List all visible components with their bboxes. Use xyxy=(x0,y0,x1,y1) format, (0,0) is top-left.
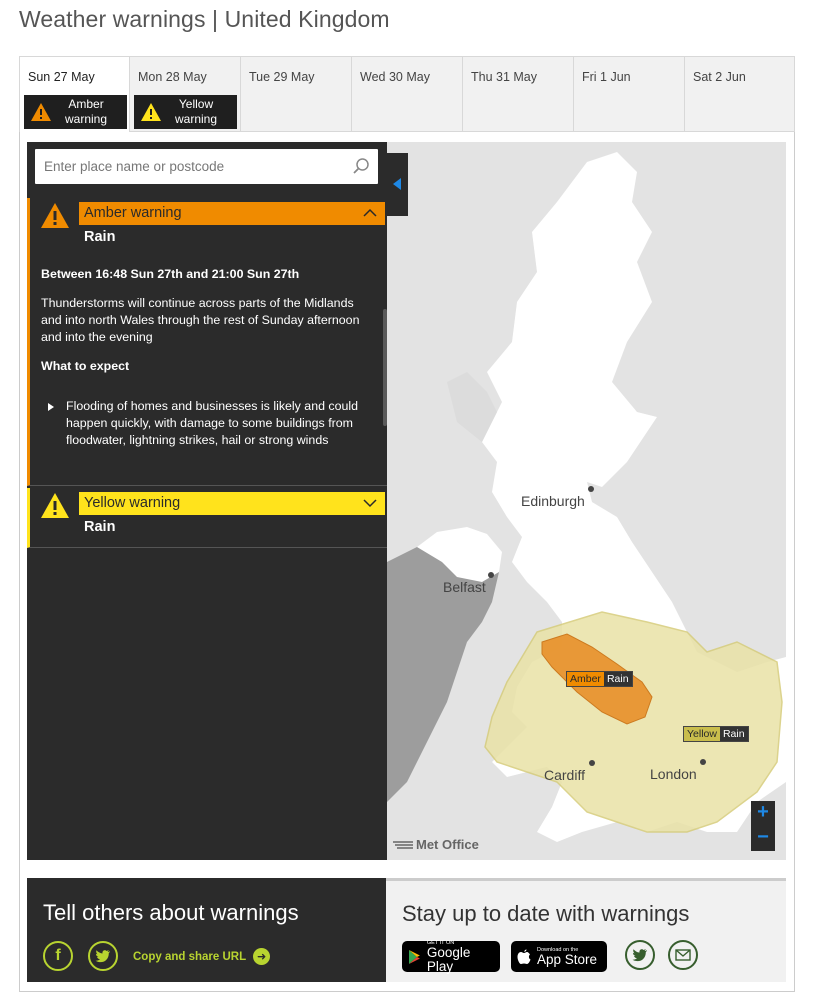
map-label-level: Yellow xyxy=(687,728,717,740)
tab-mon-28-may[interactable] xyxy=(130,56,241,132)
warning-triangle-icon xyxy=(40,492,70,519)
warning-triangle-icon xyxy=(40,202,70,229)
email-icon xyxy=(675,949,691,961)
tab-label: Sat 2 Jun xyxy=(693,70,746,84)
tab-label: Fri 1 Jun xyxy=(582,70,631,84)
email-subscribe-button[interactable] xyxy=(668,940,698,970)
chevron-up-icon xyxy=(363,208,377,218)
badge-text: Amber warning xyxy=(65,97,108,126)
met-office-logo: Met Office xyxy=(393,837,479,852)
day-tabs xyxy=(19,56,795,132)
met-office-icon xyxy=(393,840,413,850)
warning-description: Thunderstorms will continue across parts of the Midlands and into north Wales through the rest of Sunday afternoon and into the evening xyxy=(41,296,360,344)
london-marker[interactable] xyxy=(700,759,706,765)
twitter-icon xyxy=(632,948,648,962)
tab-tue-29-may[interactable] xyxy=(241,56,352,132)
amber-rain-map-label[interactable] xyxy=(566,671,633,687)
city-label-edinburgh: Edinburgh xyxy=(521,493,585,509)
tab-label: Mon 28 May xyxy=(138,70,207,84)
amber-warning-toggle[interactable] xyxy=(79,202,385,225)
tab-fri-1-jun[interactable] xyxy=(574,56,685,132)
amber-warning-section xyxy=(27,198,387,486)
google-play-icon xyxy=(408,949,422,965)
place-search xyxy=(35,149,378,184)
tab-label: Sun 27 May xyxy=(28,70,95,84)
warnings-panel xyxy=(27,142,387,860)
yellow-warning-section xyxy=(27,488,387,548)
expect-item: Flooding of homes and businesses is likely and could happen quickly, with damage to some buildings from floodwater, lightning strikes, hail or strong winds xyxy=(66,398,371,449)
tab-label: Thu 31 May xyxy=(471,70,538,84)
city-label-london: London xyxy=(650,766,697,782)
cardiff-marker[interactable] xyxy=(589,760,595,766)
search-input[interactable] xyxy=(44,159,344,174)
warning-triangle-icon xyxy=(30,102,52,122)
tab-sat-2-jun[interactable] xyxy=(685,56,795,132)
twitter-follow-button[interactable] xyxy=(625,940,655,970)
collapse-panel-button[interactable] xyxy=(387,153,408,216)
edinburgh-marker[interactable] xyxy=(588,486,594,492)
zoom-out-button[interactable]: − xyxy=(757,826,769,848)
tab-sun-27-may[interactable] xyxy=(19,56,130,133)
uk-map-graphic xyxy=(387,142,786,860)
tab-wed-30-may[interactable] xyxy=(352,56,463,132)
warning-level-label: Yellow warning xyxy=(84,495,181,511)
what-to-expect-heading: What to expect xyxy=(41,359,130,373)
map-label-type: Rain xyxy=(604,672,632,686)
warning-details xyxy=(41,266,371,449)
tab-thu-31-may[interactable] xyxy=(463,56,574,132)
zoom-controls xyxy=(751,801,775,851)
warning-type: Rain xyxy=(84,519,116,535)
share-title: Tell others about warnings xyxy=(43,900,299,925)
arrow-right-icon: ➜ xyxy=(253,948,270,965)
map-label-type: Rain xyxy=(720,727,748,741)
copy-url-button[interactable] xyxy=(133,948,270,965)
zoom-in-button[interactable]: + xyxy=(757,801,769,823)
yellow-warning-toggle[interactable] xyxy=(79,492,385,515)
app-promo-section xyxy=(386,878,786,982)
yellow-rain-map-label[interactable] xyxy=(683,726,749,742)
google-play-button[interactable]: GET IT ON Google Play xyxy=(402,941,500,972)
copy-url-label: Copy and share URL xyxy=(133,950,247,963)
app-store-button[interactable]: Download on the App Store xyxy=(511,941,607,972)
expect-list xyxy=(41,398,371,449)
tab-label: Wed 30 May xyxy=(360,70,430,84)
warning-triangle-icon xyxy=(140,102,162,122)
yellow-warning-badge xyxy=(134,95,237,129)
badge-text: Yellow warning xyxy=(175,97,218,126)
city-label-belfast: Belfast xyxy=(443,579,486,595)
arrow-left-icon xyxy=(393,178,401,190)
chevron-down-icon xyxy=(363,498,377,508)
facebook-icon: f xyxy=(55,947,61,964)
page-title: Weather warnings | United Kingdom xyxy=(19,6,390,32)
app-promo-title: Stay up to date with warnings xyxy=(402,901,690,926)
warning-type: Rain xyxy=(84,229,116,245)
twitter-icon xyxy=(95,949,111,963)
twitter-share-button[interactable] xyxy=(88,941,118,971)
amber-warning-badge xyxy=(24,95,127,129)
warning-period: Between 16:48 Sun 27th and 21:00 Sun 27th xyxy=(41,267,300,281)
apple-icon xyxy=(517,949,531,965)
search-icon[interactable] xyxy=(352,157,370,175)
share-section xyxy=(27,878,386,982)
warnings-map[interactable] xyxy=(387,142,786,860)
map-label-level: Amber xyxy=(570,673,601,685)
warning-level-label: Amber warning xyxy=(84,205,182,221)
facebook-share-button[interactable] xyxy=(43,941,73,971)
belfast-marker[interactable] xyxy=(488,572,494,578)
city-label-cardiff: Cardiff xyxy=(544,767,585,783)
tab-label: Tue 29 May xyxy=(249,70,315,84)
